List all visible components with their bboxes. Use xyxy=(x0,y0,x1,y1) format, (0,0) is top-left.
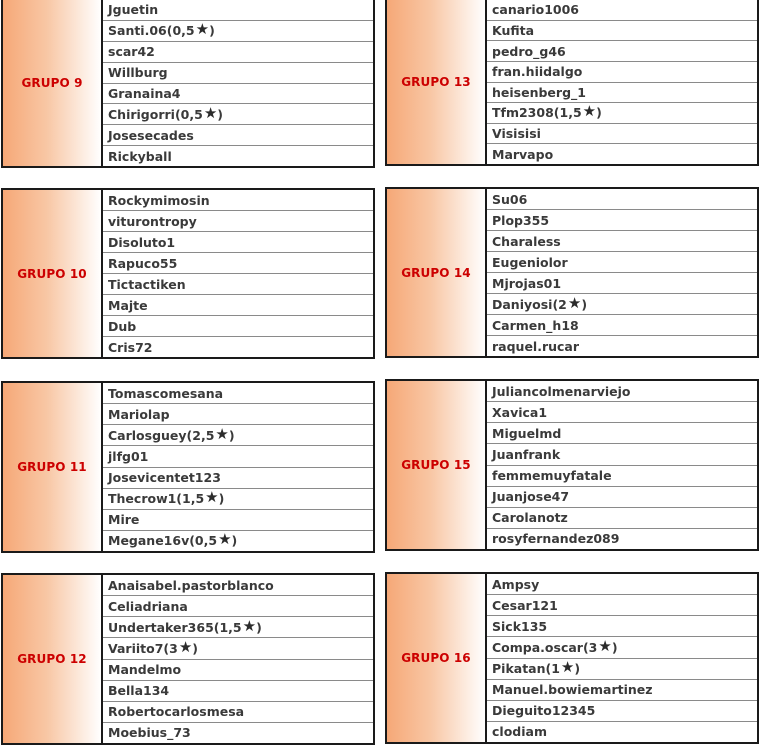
player-row xyxy=(487,381,757,402)
player-name: Dub xyxy=(108,318,137,334)
player-row xyxy=(103,232,373,253)
group-label-cell xyxy=(387,189,487,356)
player-row xyxy=(487,595,757,616)
player-row xyxy=(487,124,757,145)
player-name: Visisisi xyxy=(492,126,541,142)
player-name: Compa.oscar(3 xyxy=(492,639,598,655)
player-row xyxy=(103,681,373,702)
player-name: fran.hiidalgo xyxy=(492,64,583,80)
group-table xyxy=(385,379,759,551)
group-label-cell xyxy=(3,190,103,357)
player-name: femmemuyfatale xyxy=(492,468,612,484)
star-icon: ★ xyxy=(178,638,193,656)
player-name: clodiam xyxy=(492,724,547,740)
group-label: GRUPO 11 xyxy=(17,460,87,474)
player-row xyxy=(103,638,373,659)
player-name: Robertocarlosmesa xyxy=(108,704,245,720)
player-row xyxy=(487,508,757,529)
group-label: GRUPO 13 xyxy=(401,75,471,89)
player-name: heisenberg_1 xyxy=(492,84,586,100)
player-row xyxy=(487,0,757,21)
player-name-suffix: ) xyxy=(256,619,262,635)
player-row xyxy=(103,125,373,146)
player-row xyxy=(103,596,373,617)
group-label: GRUPO 16 xyxy=(401,651,471,665)
player-row xyxy=(487,103,757,124)
player-row xyxy=(487,637,757,658)
player-name: Daniyosi(2 xyxy=(492,296,567,312)
player-name: Dieguito12345 xyxy=(492,703,596,719)
player-name: Cris72 xyxy=(108,339,153,355)
group-label: GRUPO 14 xyxy=(401,265,471,280)
player-name-suffix: ) xyxy=(228,427,235,443)
player-name: Celiadriana xyxy=(108,598,188,614)
player-name: canario1006 xyxy=(492,2,580,18)
player-name: Manuel.bowiemartinez xyxy=(492,682,653,698)
player-name: Kufita xyxy=(492,22,535,38)
player-row xyxy=(487,487,757,508)
player-name: Carlosguey(2,5 xyxy=(108,427,215,443)
star-icon: ★ xyxy=(203,104,218,122)
player-name: Thecrow1(1,5 xyxy=(108,491,205,507)
player-row xyxy=(487,83,757,104)
group-label-cell xyxy=(387,0,487,164)
player-row xyxy=(103,702,373,723)
star-icon: ★ xyxy=(218,530,232,549)
player-name: Sick135 xyxy=(492,618,548,634)
player-name-suffix: ) xyxy=(231,533,238,549)
group-table xyxy=(1,381,375,553)
player-name: scar42 xyxy=(108,44,155,60)
player-name: viturontropy xyxy=(108,213,197,229)
player-list xyxy=(103,575,373,743)
player-name: Juanjose47 xyxy=(492,489,570,505)
player-row xyxy=(487,210,757,231)
star-icon: ★ xyxy=(195,20,210,39)
group-table xyxy=(1,188,375,359)
player-name: Jguetin xyxy=(108,2,159,18)
player-name: Xavica1 xyxy=(492,404,548,420)
player-row xyxy=(103,84,373,105)
player-list xyxy=(487,0,757,164)
player-name: raquel.rucar xyxy=(492,338,580,354)
player-row xyxy=(487,722,757,742)
player-row xyxy=(487,680,757,701)
player-name: Marvapo xyxy=(492,146,554,162)
star-icon: ★ xyxy=(567,294,582,312)
player-row xyxy=(487,62,757,83)
player-row xyxy=(487,189,757,210)
player-name: Moebius_73 xyxy=(108,725,191,741)
player-row xyxy=(103,190,373,211)
player-name: Megane16v(0,5 xyxy=(108,533,218,549)
star-icon: ★ xyxy=(560,658,575,677)
player-name-suffix: ) xyxy=(574,661,581,677)
player-row xyxy=(487,402,757,423)
player-name-suffix: ) xyxy=(581,296,588,312)
player-row xyxy=(103,274,373,295)
player-row xyxy=(103,468,373,489)
player-list xyxy=(487,381,757,549)
player-row xyxy=(103,42,373,63)
star-icon: ★ xyxy=(205,488,219,507)
player-name: pedro_g46 xyxy=(492,43,566,59)
player-row xyxy=(487,529,757,549)
player-name: Charaless xyxy=(492,233,561,249)
group-label-cell xyxy=(387,574,487,742)
player-list xyxy=(103,0,373,166)
player-name: Ampsy xyxy=(492,576,540,592)
player-name: Bella134 xyxy=(108,683,170,699)
player-row xyxy=(487,41,757,62)
player-name: Granaina4 xyxy=(108,85,181,101)
player-row xyxy=(103,0,373,21)
player-name-suffix: ) xyxy=(596,105,602,121)
player-row xyxy=(103,617,373,638)
player-row xyxy=(487,466,757,487)
player-row xyxy=(487,144,757,164)
player-row xyxy=(487,444,757,465)
player-name: Su06 xyxy=(492,191,528,207)
player-row xyxy=(487,574,757,595)
player-row xyxy=(487,273,757,294)
player-list xyxy=(103,190,373,357)
star-icon: ★ xyxy=(215,425,229,443)
group-table xyxy=(1,0,375,168)
star-icon: ★ xyxy=(242,617,257,635)
player-name: Tictactiken xyxy=(108,276,186,292)
player-name: Tfm2308(1,5 xyxy=(492,105,582,121)
player-name: Mire xyxy=(108,512,140,528)
group-label-cell xyxy=(3,575,103,743)
player-row xyxy=(103,63,373,84)
player-row xyxy=(103,104,373,125)
player-row xyxy=(487,231,757,252)
player-name: Eugeniolor xyxy=(492,254,568,270)
player-name: Juanfrank xyxy=(492,446,561,462)
player-name: Rockymimosin xyxy=(108,192,210,208)
player-row xyxy=(103,211,373,232)
player-row xyxy=(103,425,373,446)
player-name: Willburg xyxy=(108,65,168,81)
player-row xyxy=(103,383,373,404)
player-name: Cesar121 xyxy=(492,597,558,613)
player-name: Tomascomesana xyxy=(108,385,224,401)
player-name: Carmen_h18 xyxy=(492,317,579,333)
group-table xyxy=(1,573,375,745)
player-row xyxy=(103,21,373,42)
player-row xyxy=(103,510,373,531)
group-table xyxy=(385,0,759,166)
player-row xyxy=(103,660,373,681)
player-name: Rickyball xyxy=(108,148,172,164)
player-name-suffix: ) xyxy=(209,23,215,39)
player-row xyxy=(103,723,373,743)
player-row xyxy=(103,295,373,316)
player-row xyxy=(103,446,373,467)
player-name: jlfg01 xyxy=(108,448,149,464)
group-label: GRUPO 10 xyxy=(17,266,87,281)
player-name: Santi.06(0,5 xyxy=(108,23,195,39)
star-icon: ★ xyxy=(598,637,612,655)
player-name: Mjrojas01 xyxy=(492,275,562,291)
player-row xyxy=(103,253,373,274)
player-name: Chirigorri(0,5 xyxy=(108,106,203,122)
player-row xyxy=(487,252,757,273)
player-name: Josesecades xyxy=(108,127,194,143)
player-name: Pikatan(1 xyxy=(492,661,560,677)
player-name: Majte xyxy=(108,297,148,313)
player-row xyxy=(487,315,757,336)
player-name: Rapuco55 xyxy=(108,255,178,271)
player-row xyxy=(487,616,757,637)
player-name: rosyfernandez089 xyxy=(492,531,620,547)
player-row xyxy=(103,531,373,551)
player-row xyxy=(103,489,373,510)
player-row xyxy=(487,659,757,680)
player-row xyxy=(103,146,373,166)
player-row xyxy=(103,575,373,596)
group-label: GRUPO 15 xyxy=(401,458,471,472)
player-name: Mandelmo xyxy=(108,662,182,678)
group-table xyxy=(385,187,759,358)
player-name: Josevicentet123 xyxy=(108,470,221,486)
player-name: Anaisabel.pastorblanco xyxy=(108,577,274,593)
player-name: Undertaker365(1,5 xyxy=(108,619,242,635)
group-label-cell xyxy=(387,381,487,549)
group-label-cell xyxy=(3,383,103,551)
group-label: GRUPO 12 xyxy=(17,652,87,666)
group-table xyxy=(385,572,759,744)
player-name: Miguelmd xyxy=(492,425,562,441)
player-row xyxy=(103,404,373,425)
player-name-suffix: ) xyxy=(217,106,223,122)
player-name-suffix: ) xyxy=(218,491,225,507)
player-list xyxy=(103,383,373,551)
player-list xyxy=(487,574,757,742)
player-name: Plop355 xyxy=(492,212,550,228)
group-label: GRUPO 9 xyxy=(21,76,83,90)
player-name-suffix: ) xyxy=(192,640,199,656)
player-name: Mariolap xyxy=(108,406,170,422)
group-label-cell xyxy=(3,0,103,166)
player-row xyxy=(487,423,757,444)
player-list xyxy=(487,189,757,356)
player-row xyxy=(103,337,373,357)
player-name: Juliancolmenarviejo xyxy=(492,383,631,399)
player-row xyxy=(487,336,757,356)
player-name: Disoluto1 xyxy=(108,234,176,250)
player-row xyxy=(487,294,757,315)
player-row xyxy=(103,316,373,337)
player-row xyxy=(487,701,757,722)
player-row xyxy=(487,21,757,42)
star-icon: ★ xyxy=(582,103,597,121)
player-name: Variito7(3 xyxy=(108,640,178,656)
player-name: Carolanotz xyxy=(492,510,568,526)
player-name-suffix: ) xyxy=(611,639,618,655)
